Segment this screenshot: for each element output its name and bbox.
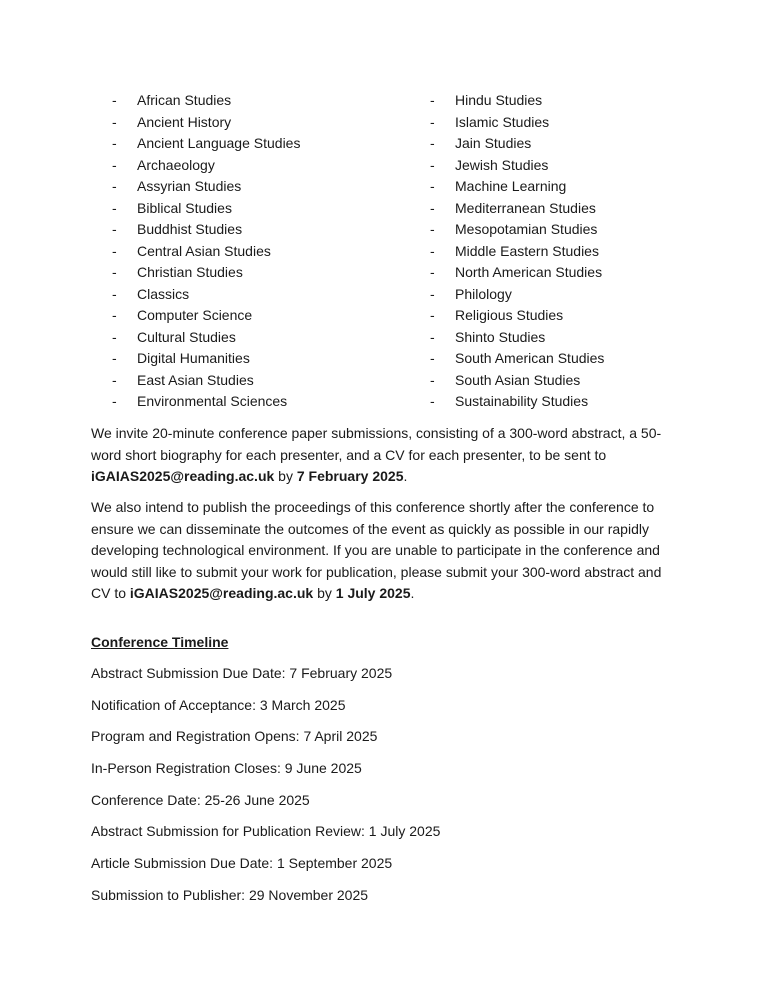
list-item	[430, 284, 730, 306]
bullet-dash: -	[430, 156, 435, 173]
bullet-dash: -	[430, 178, 435, 194]
bullet-dash: -	[430, 285, 435, 302]
publish-text: We also intend to publish the proceedings of this conference shortly after the conference to ensure we can disseminate the outcomes of the event as quickly as possible in our rapidly developing technological environment. If you are unable to participate in the conference and would still like to submit your work for publication, please submit your 300-word abstract and CV to	[91, 499, 662, 601]
bullet-dash: -	[112, 371, 117, 388]
timeline-heading: Conference Timeline	[91, 634, 229, 650]
list-item	[112, 284, 412, 306]
timeline-item: In-Person Registration Closes: 9 June 2025	[91, 760, 362, 777]
subject-label: Mediterranean Studies	[455, 199, 596, 216]
subject-label: Classics	[137, 285, 190, 302]
subject-label: Biblical Studies	[137, 199, 232, 216]
bullet-dash: -	[430, 350, 435, 366]
bullet-dash: -	[112, 178, 117, 194]
subject-label: African Studies	[137, 92, 232, 108]
bullet-dash: -	[112, 199, 117, 216]
subject-label: Philology	[455, 285, 512, 302]
subject-label: Sustainability Studies	[455, 393, 589, 409]
invite-paragraph	[91, 423, 681, 488]
bullet-dash: -	[430, 307, 435, 323]
subject-label: Buddhist Studies	[137, 221, 243, 237]
subject-label: Jain Studies	[455, 135, 532, 151]
list-item	[430, 219, 730, 241]
subject-label: Christian Studies	[137, 264, 243, 280]
timeline-item: Submission to Publisher: 29 November 2025	[91, 886, 369, 903]
list-item	[430, 112, 730, 134]
publish-end: .	[410, 585, 415, 601]
subject-label: Archaeology	[137, 156, 215, 173]
bullet-dash: -	[430, 199, 435, 216]
list-item	[430, 241, 730, 263]
timeline-item: Conference Date: 25-26 June 2025	[91, 791, 310, 808]
list-item	[430, 176, 730, 198]
bullet-dash: -	[430, 135, 435, 151]
bullet-dash: -	[430, 328, 435, 345]
bullet-dash: -	[430, 264, 435, 280]
bullet-dash: -	[112, 92, 117, 108]
list-item	[112, 348, 412, 370]
list-item	[430, 370, 730, 392]
list-item	[430, 391, 730, 413]
invite-text: We invite 20-minute conference paper submissions, consisting of a 300-word abstract, a 50-word short biography for each presenter, and a CV for each presenter, to be sent to	[91, 425, 662, 463]
subject-label: Mesopotamian Studies	[455, 221, 598, 237]
list-item	[112, 112, 412, 134]
list-item	[112, 90, 412, 112]
subject-label: North American Studies	[455, 264, 603, 280]
subject-label: Middle Eastern Studies	[455, 242, 599, 259]
bullet-dash: -	[112, 285, 117, 302]
bullet-dash: -	[112, 350, 117, 366]
subject-label: South American Studies	[455, 350, 605, 366]
list-item	[112, 198, 412, 220]
list-item	[112, 241, 412, 263]
bullet-dash: -	[430, 393, 435, 409]
list-item	[112, 219, 412, 241]
subject-label: Ancient Language Studies	[137, 135, 301, 151]
bullet-dash: -	[112, 307, 117, 323]
bullet-dash: -	[112, 135, 117, 151]
invite-deadline: 7 February 2025	[296, 468, 404, 484]
list-item	[112, 133, 412, 155]
subject-label: Machine Learning	[455, 178, 567, 194]
bullet-dash: -	[430, 92, 435, 108]
subject-label: South Asian Studies	[455, 371, 581, 388]
subject-label: Shinto Studies	[455, 328, 546, 345]
subject-list-left	[112, 90, 412, 413]
list-item	[112, 370, 412, 392]
bullet-dash: -	[112, 221, 117, 237]
bullet-dash: -	[112, 242, 117, 259]
bullet-dash: -	[112, 264, 117, 280]
list-item	[430, 198, 730, 220]
subject-label: Islamic Studies	[455, 113, 550, 130]
subject-label: Computer Science	[137, 307, 253, 323]
list-item	[112, 155, 412, 177]
timeline-item: Abstract Submission Due Date: 7 February 2025	[91, 665, 393, 681]
bullet-dash: -	[112, 393, 117, 409]
list-item	[430, 327, 730, 349]
timeline-item: Notification of Acceptance: 3 March 2025	[91, 696, 346, 713]
subject-label: East Asian Studies	[137, 371, 254, 388]
invite-email-link[interactable]: iGAIAS2025@reading.ac.uk	[91, 468, 275, 484]
publish-email-link[interactable]: iGAIAS2025@reading.ac.uk	[129, 585, 314, 601]
subject-label: Religious Studies	[455, 307, 564, 323]
list-item	[112, 327, 412, 349]
bullet-dash: -	[112, 113, 117, 130]
list-item	[430, 305, 730, 327]
subject-label: Ancient History	[137, 113, 232, 130]
list-item	[112, 262, 412, 284]
bullet-dash: -	[112, 156, 117, 173]
timeline-item: Article Submission Due Date: 1 September 2025	[91, 855, 393, 872]
timeline-item: Program and Registration Opens: 7 April 2025	[91, 728, 378, 745]
bullet-dash: -	[430, 371, 435, 388]
subject-label: Cultural Studies	[137, 328, 236, 345]
timeline-list	[91, 663, 440, 917]
subject-label: Jewish Studies	[455, 156, 549, 173]
list-item	[430, 155, 730, 177]
list-item	[112, 305, 412, 327]
subject-label: Assyrian Studies	[137, 178, 242, 194]
publish-deadline: 1 July 2025	[335, 585, 411, 601]
list-item	[112, 176, 412, 198]
bullet-dash: -	[430, 113, 435, 130]
publish-paragraph	[91, 497, 681, 605]
list-item	[430, 133, 730, 155]
list-item	[112, 391, 412, 413]
subject-label: Environmental Sciences	[137, 393, 288, 409]
bullet-dash: -	[112, 328, 117, 345]
list-item	[430, 262, 730, 284]
list-item	[430, 90, 730, 112]
invite-end: .	[403, 468, 408, 484]
subject-label: Digital Humanities	[137, 350, 250, 366]
subject-label: Central Asian Studies	[137, 242, 271, 259]
bullet-dash: -	[430, 221, 435, 237]
invite-by: by	[278, 468, 293, 484]
subject-list-right	[430, 90, 730, 413]
timeline-item: Abstract Submission for Publication Review: 1 July 2025	[91, 823, 441, 840]
list-item	[430, 348, 730, 370]
subject-label: Hindu Studies	[455, 92, 543, 108]
publish-by: by	[317, 585, 332, 601]
bullet-dash: -	[430, 242, 435, 259]
